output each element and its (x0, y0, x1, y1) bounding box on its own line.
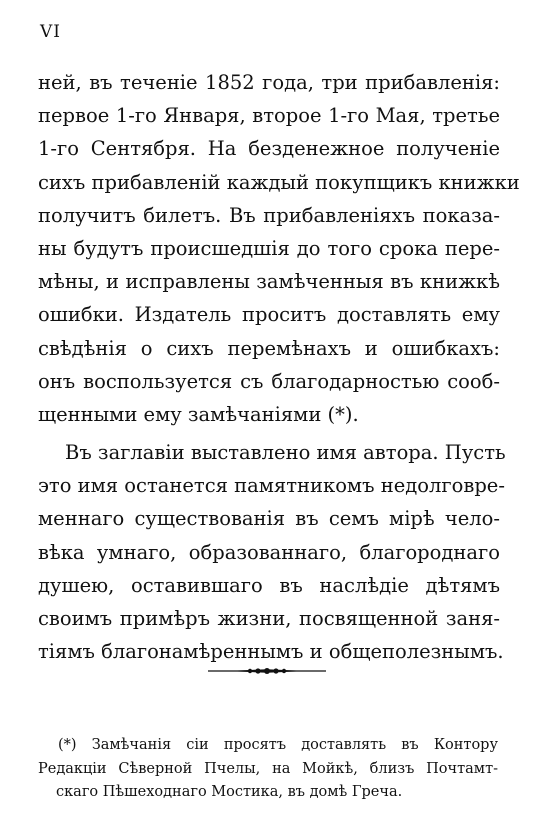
page-number: VI (40, 22, 61, 42)
footnote-line: Редакціи Сѣверной Пчелы, на Мойкѣ, близъ Почтамт- (38, 760, 498, 777)
text-line: душею, оставившаго въ наслѣдіе дѣтямъ (38, 573, 500, 597)
footnote (38, 734, 498, 805)
text-line: своимъ примѣръ жизни, посвященной заня- (38, 607, 500, 630)
text-line: ошибки. Издатель проситъ доставлять ему (38, 303, 500, 327)
footnote-line: скаго Пѣшеходнаго Мостика, въ домѣ Греча. (56, 784, 403, 800)
text-line: первое 1-го Января, второе 1-го Мая, третье (38, 104, 500, 128)
text-line: Въ заглавіи выставлено имя автора. Пусть (65, 441, 506, 465)
text-line: ней, въ теченіе 1852 года, три прибавленія: (38, 71, 500, 94)
text-line: онъ воспользуется съ благодарностью сооб- (38, 369, 500, 393)
text-line: меннаго существованія въ семъ мірѣ чело- (38, 507, 500, 531)
text-line: тіямъ благонамѣреннымъ и общеполезнымъ. (38, 640, 504, 664)
text-line: свѣдѣнія о сихъ перемѣнахъ и ошибкахъ: (38, 336, 500, 360)
text-line: вѣка умнаго, образованнаго, благороднаго (38, 540, 500, 564)
ornament-divider (208, 666, 326, 676)
text-line: сихъ прибавленій каждый покупщикъ книжки (38, 170, 520, 194)
text-line: получитъ билетъ. Въ прибавленіяхъ показа- (38, 203, 500, 227)
text-line: мѣны, и исправлены замѣченныя въ книжкѣ (38, 270, 500, 294)
body-text (38, 66, 520, 668)
text-line: 1-го Сентября. На безденежное полученіе (38, 137, 500, 161)
text-line: щенными ему замѣчаніями (*). (38, 402, 359, 426)
text-line: это имя останется памятникомъ недолговре- (38, 474, 505, 498)
text-line: ны будутъ происшедшія до того срока пере- (38, 236, 500, 260)
footnote-line: (*) Замѣчанія сіи просятъ доставлять въ Контору (58, 737, 498, 753)
